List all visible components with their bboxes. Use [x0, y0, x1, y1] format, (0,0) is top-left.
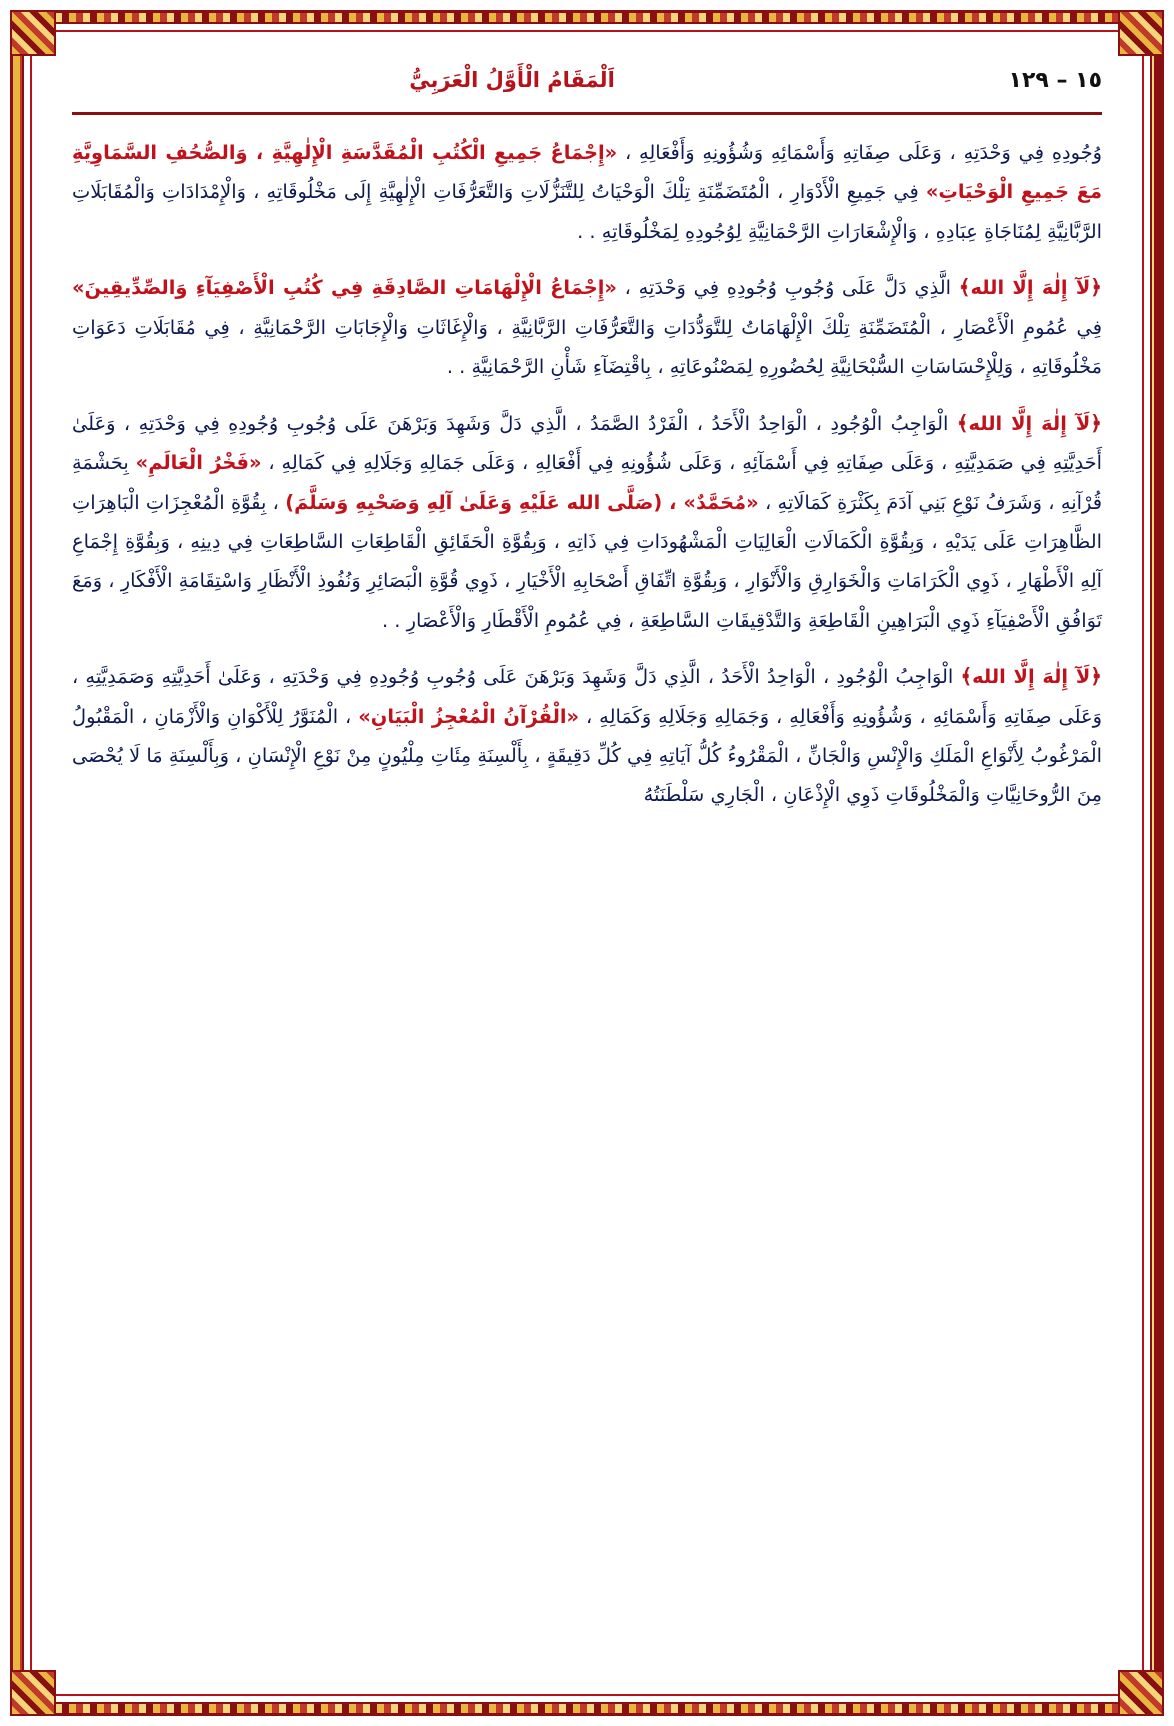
- ornament-bracket: ﴿: [1090, 275, 1102, 300]
- body-span: الَّذِي دَلَّ عَلَى وُجُوبِ وُجُودِهِ فِي وَحْدَتِهِ ،: [616, 276, 959, 300]
- ornament-bracket: ﴿: [1090, 664, 1102, 689]
- emphasis-text: «مُحَمَّدٌ» ، (صَلَّى الله عَلَيْهِ وَعَلَىٰ آلِهِ وَصَحْبِهِ وَسَلَّمَ): [285, 490, 759, 514]
- page-title: اَلْمَقَامُ الْأَوَّلُ الْعَرَبِيُّ: [409, 68, 615, 92]
- emphasis-text: لَآ إِلٰهَ إِلَّا الله: [968, 411, 1091, 435]
- body-span: فِي عُمُومِ الْأَعْصَارِ ، الْمُتَضَمِّنَةِ تِلْكَ الْإِلْهَامَاتُ لِلتَّوَدُّدَاتِ وَالتَّعَرُّفَاتِ الرَّبَّانِيَّةِ ، وَالْإِغَاثَاتِ وَالْإِجَابَاتِ الرَّحْمَانِيَّةِ ، فِي مُقَابَلَاتِ دَعَوَاتِ مَخْلُوقَاتِهِ ، وَلِلْإِحْسَاسَاتِ السُّبْحَانِيَّةِ لِحُضُورِهِ لِمَصْنُوعَاتِهِ ، بِاقْتِضَآءِ شَأْنِ الرَّحْمَانِيَّةِ . .: [72, 315, 1102, 379]
- page-header: [46, 46, 1128, 100]
- page-number: ١٥ – ١٢٩: [1008, 67, 1102, 93]
- body-span: ، الْمُنَوَّرُ لِلْأَكْوَانِ وَالْأَزْمَانِ ، الْمَقْبُولُ الْمَرْغُوبُ لِأَنْوَاعِ الْمَلَكِ وَالْإِنْسِ وَالْجَانِّ ، الْمَقْرُوءُ كُلُّ آيَاتِهِ فِي كُلِّ دَقِيقَةٍ ، بِأَلْسِنَةِ مِئَاتِ مِلْيُونٍ مِنْ نَوْعِ الْإِنْسَانِ ، وَبِأَلْسِنَةِ مَا لَا يُحْصَى مِنَ الرُّوحَانِيَّاتِ وَالْمَخْلُوقَاتِ ذَوِي الْإِذْعَانِ ، الْجَارِي سَلْطَنَتُهُ: [72, 704, 1102, 807]
- ornament-bracket: ﴾: [958, 275, 971, 300]
- body-span: بِحَشْمَةِ قُرْآنِهِ ، وَشَرَفُ نَوْعِ بَنِي آدَمَ بِكَثْرَةِ كَمَالَاتِهِ ،: [72, 451, 1102, 514]
- emphasis-text: «إِجْمَاعُ الْإِلْهَامَاتِ الصَّادِقَةِ فِي كُتُبِ الْأَصْفِيَآءِ وَالصِّدِّيقِينَ»: [72, 276, 617, 300]
- ornament-bracket: ﴾: [956, 410, 969, 435]
- paragraph: [72, 267, 1102, 386]
- paragraph: [72, 403, 1102, 641]
- body-span: ، بِقُوَّةِ الْمُعْجِزَاتِ الْبَاهِرَاتِ الظَّاهِرَاتِ عَلَى يَدَيْهِ ، وَبِقُوَّةِ الْكَمَالَاتِ الْعَالِيَاتِ الْمَشْهُودَاتِ فِي ذَاتِهِ ، وَبِقُوَّةِ الْحَقَائِقِ الْقَاطِعَاتِ السَّاطِعَاتِ فِي دِينِهِ ، وَبِقُوَّةِ إِجْمَاعِ آلِهِ الْأَطْهَارِ ، ذَوِي الْكَرَامَاتِ وَالْخَوَارِقِ وَالْأَنْوَارِ ، وَبِقُوَّةِ اتِّفَاقِ أَصْحَابِهِ الْأَخْيَارِ ، ذَوِي قُوَّةِ الْبَصَائِرِ وَنُفُوذِ الْأَنْظَارِ وَاسْتِقَامَةِ الْأَفْكَارِ ، وَمَعَ تَوَافُقِ الْأَصْفِيَآءِ ذَوِي الْبَرَاهِينِ الْقَاطِعَةِ وَالتَّدْقِيقَاتِ السَّاطِعَةِ ، فِي عُمُومِ الْأَقْطَارِ وَالْأَعْصَارِ . .: [72, 490, 1102, 632]
- body-span: الْوَاجِبُ الْوُجُودِ ، الْوَاحِدُ الْأَحَدُ ، الَّذِي دَلَّ وَشَهِدَ وَبَرْهَنَ عَلَى وُجُوبِ وُجُودِهِ فِي وَحْدَتِهِ ، وَعَلَىٰ أَحَدِيَّتِهِ وَصَمَدِيَّتِهِ ، وَعَلَى صِفَاتِهِ وَأَسْمَائِهِ ، وَشُؤُونِهِ وَأَفْعَالِهِ ، وَجَمَالِهِ وَجَلَالِهِ وَكَمَالِهِ ،: [72, 665, 1102, 728]
- body-span: وُجُودِهِ فِي وَحْدَتِهِ ، وَعَلَى صِفَاتِهِ وَأَسْمَائِهِ وَشُؤُونِهِ وَأَفْعَالِهِ ،: [617, 141, 1102, 164]
- paragraph: [72, 133, 1102, 251]
- emphasis-text: لَآ إِلٰهَ إِلَّا الله: [972, 665, 1091, 689]
- page-content: [46, 46, 1128, 1680]
- emphasis-text: «الْقُرْآنُ الْمُعْجِزُ الْبَيَانِ»: [358, 704, 580, 728]
- emphasis-text: لَآ إِلٰهَ إِلَّا الله: [970, 276, 1091, 300]
- paragraph: [72, 656, 1102, 815]
- body-span: فِي جَمِيعِ الْأَدْوَارِ ، الْمُتَضَمِّنَةِ تِلْكَ الْوَحْيَاتُ لِلتَّنَزُّلَاتِ وَالتَّعَرُّفَاتِ الْإِلٰهِيَّةِ إِلَى مَخْلُوقَاتِهِ ، وَالْإِمْدَادَاتِ وَالْمُقَابَلَاتِ الرَّبَّانِيَّةِ لِمُنَاجَاةِ عِبَادِهِ ، وَالْإِشْعَارَاتِ الرَّحْمَانِيَّةِ لِوُجُودِهِ لِمَخْلُوقَاتِهِ . .: [72, 180, 1102, 243]
- ornament-bracket: ﴾: [960, 664, 973, 689]
- emphasis-text: «فَخْرُ الْعَالَمِ»: [135, 451, 262, 475]
- ornament-bracket: ﴿: [1090, 410, 1102, 435]
- body-span: الْوَاجِبُ الْوُجُودِ ، الْوَاحِدُ الْأَحَدُ ، الْفَرْدُ الصَّمَدُ ، الَّذِي دَلَّ وَشَهِدَ وَبَرْهَنَ عَلَى وُجُوبِ وُجُودِهِ فِي وَحْدَتِهِ ، وَعَلَىٰ أَحَدِيَّتِهِ فِي صَمَدِيَّتِهِ ، وَعَلَى صِفَاتِهِ فِي أَسْمَآئِهِ ، وَعَلَى شُؤُونِهِ فِي أَفْعَالِهِ ، وَعَلَى جَمَالِهِ وَجَلَالِهِ فِي كَمَالِهِ ،: [72, 411, 1102, 475]
- emphasis-text: «إِجْمَاعُ جَمِيعِ الْكُتُبِ الْمُقَدَّسَةِ الْإِلٰهِيَّةِ ، وَالصُّحُفِ السَّمَاوِيَّةِ مَعَ جَمِيعِ الْوَحْيَاتِ»: [72, 141, 1102, 204]
- body-text: [46, 115, 1128, 815]
